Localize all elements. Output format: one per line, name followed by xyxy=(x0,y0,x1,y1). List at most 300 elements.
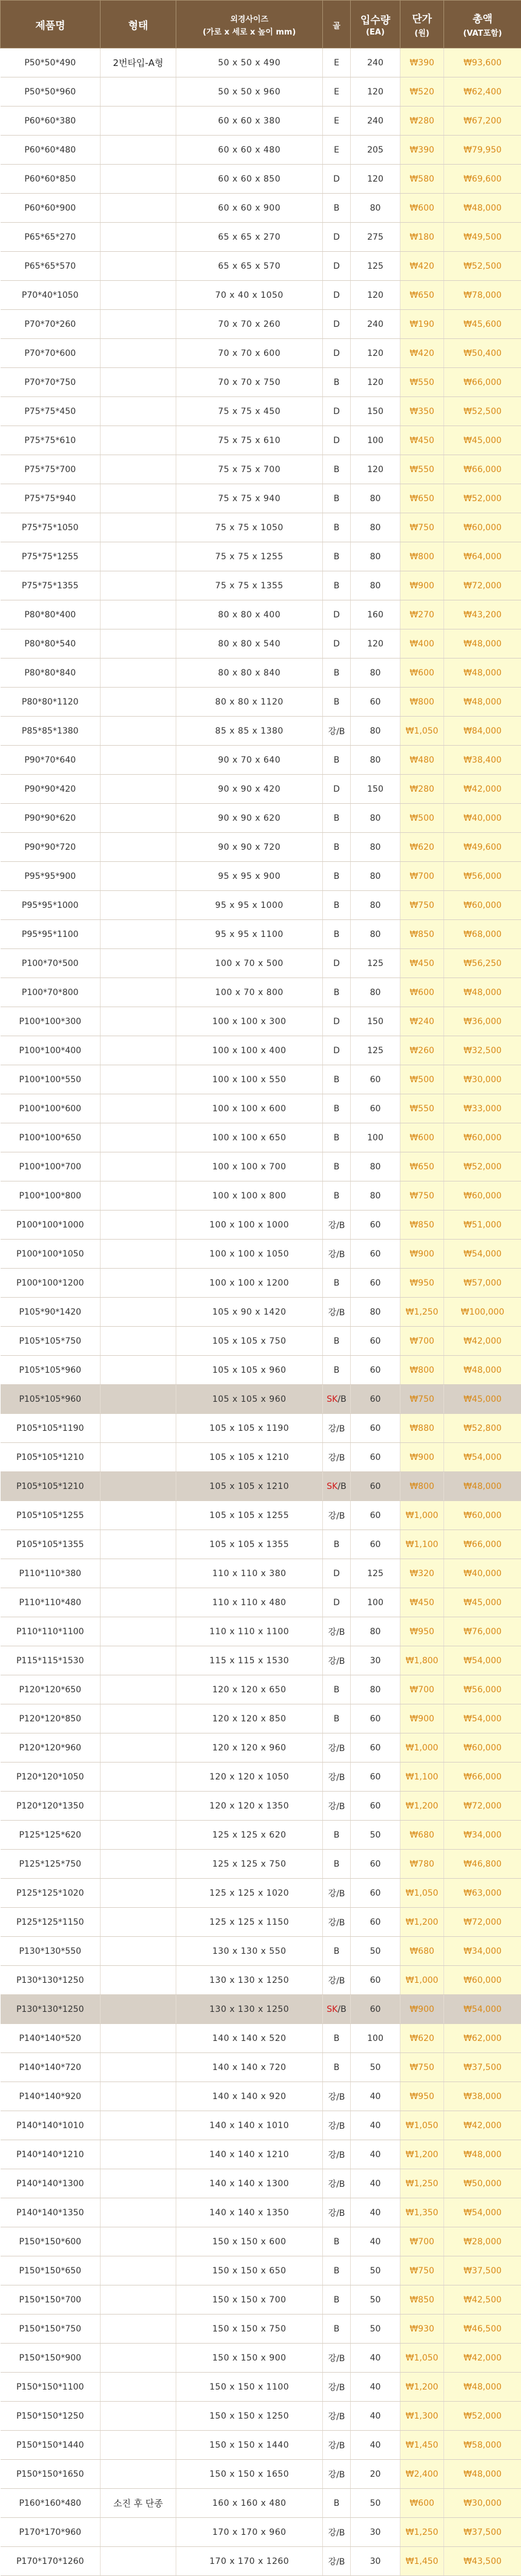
unit-price-cell: ₩780 xyxy=(400,1850,444,1879)
table-row xyxy=(1,2344,521,2373)
quantity-cell: 60 xyxy=(351,1327,400,1356)
total-price-cell: ₩68,000 xyxy=(444,920,521,949)
product-name-cell: P100*100*650 xyxy=(1,1123,101,1152)
flute-cell: D xyxy=(323,426,351,455)
total-price-cell: ₩84,000 xyxy=(444,717,521,746)
quantity-cell: 60 xyxy=(351,1269,400,1298)
table-row xyxy=(1,397,521,426)
total-price-cell: ₩62,000 xyxy=(444,2024,521,2053)
product-name-cell: P150*150*700 xyxy=(1,2285,101,2315)
unit-price-cell: ₩420 xyxy=(400,252,444,281)
table-row xyxy=(1,1559,521,1588)
product-name-cell: P170*170*960 xyxy=(1,2518,101,2547)
unit-price-cell: ₩450 xyxy=(400,426,444,455)
product-name-cell: P100*70*800 xyxy=(1,978,101,1007)
dimensions-cell: 105 x 105 x 960 xyxy=(176,1385,323,1414)
unit-price-cell: ₩1,050 xyxy=(400,2111,444,2140)
table-row xyxy=(1,2111,521,2140)
product-name-cell: P75*75*940 xyxy=(1,484,101,513)
quantity-cell: 30 xyxy=(351,2518,400,2547)
table-row xyxy=(1,775,521,804)
total-price-cell: ₩42,000 xyxy=(444,775,521,804)
dimensions-cell: 90 x 90 x 720 xyxy=(176,833,323,862)
quantity-cell: 40 xyxy=(351,2198,400,2227)
product-name-cell: P70*70*260 xyxy=(1,310,101,339)
type-cell xyxy=(101,1966,176,1995)
product-name-cell: P80*80*400 xyxy=(1,600,101,629)
header-name: 제품명 xyxy=(1,1,101,48)
flute-cell: SK/B xyxy=(323,1472,351,1501)
quantity-cell: 120 xyxy=(351,165,400,194)
quantity-cell: 100 xyxy=(351,426,400,455)
type-cell xyxy=(101,1675,176,1704)
dimensions-cell: 75 x 75 x 1050 xyxy=(176,513,323,542)
type-cell xyxy=(101,165,176,194)
type-cell xyxy=(101,397,176,426)
unit-price-cell: ₩320 xyxy=(400,1559,444,1588)
dimensions-cell: 80 x 80 x 840 xyxy=(176,659,323,688)
unit-price-cell: ₩280 xyxy=(400,107,444,136)
dimensions-cell: 105 x 105 x 1190 xyxy=(176,1414,323,1443)
table-row xyxy=(1,2024,521,2053)
type-cell xyxy=(101,339,176,368)
unit-price-cell: ₩750 xyxy=(400,2256,444,2285)
type-cell xyxy=(101,2431,176,2460)
unit-price-cell: ₩500 xyxy=(400,1065,444,1094)
product-name-cell: P60*60*850 xyxy=(1,165,101,194)
product-name-cell: P80*80*840 xyxy=(1,659,101,688)
total-price-cell: ₩50,000 xyxy=(444,2169,521,2198)
unit-price-cell: ₩850 xyxy=(400,2285,444,2315)
flute-cell: B xyxy=(323,891,351,920)
table-row xyxy=(1,1240,521,1269)
product-name-cell: P110*110*480 xyxy=(1,1588,101,1617)
product-name-cell: P100*100*1200 xyxy=(1,1269,101,1298)
type-cell xyxy=(101,223,176,252)
quantity-cell: 60 xyxy=(351,1850,400,1879)
table-row xyxy=(1,1472,521,1501)
type-cell xyxy=(101,194,176,223)
flute-cell: 강/B xyxy=(323,1879,351,1908)
total-price-cell: ₩54,000 xyxy=(444,2198,521,2227)
quantity-cell: 60 xyxy=(351,1733,400,1763)
table-row xyxy=(1,1065,521,1094)
dimensions-cell: 105 x 105 x 750 xyxy=(176,1327,323,1356)
quantity-cell: 20 xyxy=(351,2460,400,2489)
dimensions-cell: 100 x 100 x 1200 xyxy=(176,1269,323,1298)
unit-price-cell: ₩650 xyxy=(400,484,444,513)
quantity-cell: 60 xyxy=(351,688,400,717)
unit-price-cell: ₩190 xyxy=(400,310,444,339)
quantity-cell: 80 xyxy=(351,1181,400,1211)
total-price-cell: ₩76,000 xyxy=(444,1617,521,1646)
table-row xyxy=(1,455,521,484)
quantity-cell: 50 xyxy=(351,2315,400,2344)
total-price-cell: ₩32,500 xyxy=(444,1036,521,1065)
dimensions-cell: 100 x 100 x 300 xyxy=(176,1007,323,1036)
unit-price-cell: ₩1,350 xyxy=(400,2198,444,2227)
flute-cell: 강/B xyxy=(323,2169,351,2198)
unit-price-cell: ₩650 xyxy=(400,281,444,310)
total-price-cell: ₩34,000 xyxy=(444,1821,521,1850)
total-price-cell: ₩52,500 xyxy=(444,397,521,426)
unit-price-cell: ₩880 xyxy=(400,1414,444,1443)
product-name-cell: P75*75*610 xyxy=(1,426,101,455)
total-price-cell: ₩72,000 xyxy=(444,571,521,600)
product-name-cell: P170*170*1260 xyxy=(1,2547,101,2576)
product-name-cell: P95*95*1000 xyxy=(1,891,101,920)
dimensions-cell: 100 x 70 x 500 xyxy=(176,949,323,978)
table-row xyxy=(1,252,521,281)
unit-price-cell: ₩800 xyxy=(400,1356,444,1385)
product-name-cell: P80*80*540 xyxy=(1,629,101,659)
table-row xyxy=(1,2256,521,2285)
flute-cell: D xyxy=(323,600,351,629)
unit-price-cell: ₩400 xyxy=(400,629,444,659)
product-name-cell: P95*95*1100 xyxy=(1,920,101,949)
product-name-cell: P90*90*720 xyxy=(1,833,101,862)
quantity-cell: 100 xyxy=(351,2024,400,2053)
table-row xyxy=(1,1733,521,1763)
dimensions-cell: 95 x 95 x 900 xyxy=(176,862,323,891)
dimensions-cell: 120 x 120 x 960 xyxy=(176,1733,323,1763)
unit-price-cell: ₩650 xyxy=(400,1152,444,1181)
type-cell xyxy=(101,978,176,1007)
flute-cell: B xyxy=(323,920,351,949)
total-price-cell: ₩64,000 xyxy=(444,542,521,571)
total-price-cell: ₩49,500 xyxy=(444,223,521,252)
quantity-cell: 120 xyxy=(351,455,400,484)
flute-cell: D xyxy=(323,223,351,252)
quantity-cell: 80 xyxy=(351,513,400,542)
total-price-cell: ₩60,000 xyxy=(444,1966,521,1995)
type-cell xyxy=(101,2460,176,2489)
total-price-cell: ₩78,000 xyxy=(444,281,521,310)
dimensions-cell: 70 x 70 x 750 xyxy=(176,368,323,397)
unit-price-cell: ₩950 xyxy=(400,1617,444,1646)
total-price-cell: ₩37,500 xyxy=(444,2053,521,2082)
dimensions-cell: 70 x 40 x 1050 xyxy=(176,281,323,310)
product-name-cell: P65*65*570 xyxy=(1,252,101,281)
unit-price-cell: ₩900 xyxy=(400,1443,444,1472)
quantity-cell: 125 xyxy=(351,1036,400,1065)
type-cell xyxy=(101,1327,176,1356)
total-price-cell: ₩60,000 xyxy=(444,1501,521,1530)
type-cell xyxy=(101,2198,176,2227)
unit-price-cell: ₩240 xyxy=(400,1007,444,1036)
quantity-cell: 275 xyxy=(351,223,400,252)
type-cell xyxy=(101,484,176,513)
type-cell xyxy=(101,949,176,978)
quantity-cell: 80 xyxy=(351,833,400,862)
unit-price-cell: ₩1,200 xyxy=(400,2373,444,2402)
type-cell xyxy=(101,1269,176,1298)
flute-cell: 강/B xyxy=(323,1211,351,1240)
type-cell xyxy=(101,571,176,600)
product-name-cell: P125*125*620 xyxy=(1,1821,101,1850)
table-row xyxy=(1,513,521,542)
quantity-cell: 80 xyxy=(351,571,400,600)
unit-price-cell: ₩550 xyxy=(400,368,444,397)
unit-price-cell: ₩750 xyxy=(400,2053,444,2082)
product-name-cell: P60*60*380 xyxy=(1,107,101,136)
dimensions-cell: 140 x 140 x 720 xyxy=(176,2053,323,2082)
unit-price-cell: ₩390 xyxy=(400,136,444,165)
flute-cell: 강/B xyxy=(323,1298,351,1327)
unit-price-cell: ₩700 xyxy=(400,1675,444,1704)
table-row xyxy=(1,833,521,862)
product-name-cell: P105*105*1210 xyxy=(1,1443,101,1472)
unit-price-cell: ₩800 xyxy=(400,1472,444,1501)
total-price-cell: ₩28,000 xyxy=(444,2227,521,2256)
table-row xyxy=(1,891,521,920)
dimensions-cell: 160 x 160 x 480 xyxy=(176,2489,323,2518)
product-name-cell: P75*75*1050 xyxy=(1,513,101,542)
product-name-cell: P100*100*550 xyxy=(1,1065,101,1094)
type-cell xyxy=(101,804,176,833)
table-row xyxy=(1,2140,521,2169)
type-cell xyxy=(101,1385,176,1414)
dimensions-cell: 120 x 120 x 850 xyxy=(176,1704,323,1733)
table-row xyxy=(1,1501,521,1530)
table-row xyxy=(1,1298,521,1327)
dimensions-cell: 60 x 60 x 380 xyxy=(176,107,323,136)
table-row xyxy=(1,2169,521,2198)
dimensions-cell: 100 x 100 x 1050 xyxy=(176,1240,323,1269)
dimensions-cell: 120 x 120 x 650 xyxy=(176,1675,323,1704)
product-name-cell: P150*150*1250 xyxy=(1,2402,101,2431)
product-name-cell: P100*100*1050 xyxy=(1,1240,101,1269)
flute-cell: D xyxy=(323,397,351,426)
total-price-cell: ₩48,000 xyxy=(444,629,521,659)
table-row xyxy=(1,2431,521,2460)
product-name-cell: P150*150*650 xyxy=(1,2256,101,2285)
total-price-cell: ₩69,600 xyxy=(444,165,521,194)
dimensions-cell: 50 x 50 x 490 xyxy=(176,48,323,77)
quantity-cell: 40 xyxy=(351,2169,400,2198)
total-price-cell: ₩48,000 xyxy=(444,688,521,717)
header-dimensions: 외경사이즈 (가로 x 세로 x 높이 mm) xyxy=(176,1,323,48)
flute-cell: B xyxy=(323,1123,351,1152)
total-price-cell: ₩60,000 xyxy=(444,891,521,920)
table-row xyxy=(1,1646,521,1675)
unit-price-cell: ₩1,450 xyxy=(400,2547,444,2576)
type-cell: 소진 후 단종 xyxy=(101,2489,176,2518)
table-row xyxy=(1,746,521,775)
dimensions-cell: 80 x 80 x 540 xyxy=(176,629,323,659)
total-price-cell: ₩30,000 xyxy=(444,1065,521,1094)
unit-price-cell: ₩700 xyxy=(400,862,444,891)
flute-cell: B xyxy=(323,1152,351,1181)
flute-cell: B xyxy=(323,1181,351,1211)
product-name-cell: P140*140*920 xyxy=(1,2082,101,2111)
product-name-cell: P140*140*1210 xyxy=(1,2140,101,2169)
product-name-cell: P85*85*1380 xyxy=(1,717,101,746)
type-cell xyxy=(101,862,176,891)
type-cell xyxy=(101,1763,176,1792)
table-row xyxy=(1,2082,521,2111)
unit-price-cell: ₩1,000 xyxy=(400,1501,444,1530)
quantity-cell: 60 xyxy=(351,1792,400,1821)
total-price-cell: ₩60,000 xyxy=(444,1733,521,1763)
type-cell xyxy=(101,281,176,310)
quantity-cell: 60 xyxy=(351,1908,400,1937)
total-price-cell: ₩52,800 xyxy=(444,1414,521,1443)
total-price-cell: ₩52,000 xyxy=(444,1152,521,1181)
unit-price-cell: ₩1,000 xyxy=(400,1733,444,1763)
flute-cell: B xyxy=(323,2256,351,2285)
quantity-cell: 40 xyxy=(351,2402,400,2431)
dimensions-cell: 150 x 150 x 900 xyxy=(176,2344,323,2373)
type-cell xyxy=(101,920,176,949)
flute-cell: 강/B xyxy=(323,1414,351,1443)
quantity-cell: 60 xyxy=(351,1414,400,1443)
quantity-cell: 50 xyxy=(351,2489,400,2518)
product-name-cell: P75*75*700 xyxy=(1,455,101,484)
total-price-cell: ₩45,000 xyxy=(444,1385,521,1414)
quantity-cell: 80 xyxy=(351,1152,400,1181)
flute-cell: 강/B xyxy=(323,2344,351,2373)
dimensions-cell: 100 x 100 x 600 xyxy=(176,1094,323,1123)
quantity-cell: 60 xyxy=(351,1356,400,1385)
flute-cell: B xyxy=(323,194,351,223)
total-price-cell: ₩45,000 xyxy=(444,426,521,455)
flute-cell: B xyxy=(323,1269,351,1298)
unit-price-cell: ₩1,450 xyxy=(400,2431,444,2460)
table-row xyxy=(1,223,521,252)
product-name-cell: P75*75*1355 xyxy=(1,571,101,600)
quantity-cell: 80 xyxy=(351,659,400,688)
type-cell xyxy=(101,2344,176,2373)
unit-price-cell: ₩1,250 xyxy=(400,2518,444,2547)
unit-price-cell: ₩500 xyxy=(400,804,444,833)
flute-cell: B xyxy=(323,833,351,862)
type-cell xyxy=(101,1879,176,1908)
unit-price-cell: ₩450 xyxy=(400,1588,444,1617)
type-cell xyxy=(101,310,176,339)
flute-cell: B xyxy=(323,484,351,513)
table-row xyxy=(1,1356,521,1385)
type-cell xyxy=(101,1821,176,1850)
quantity-cell: 125 xyxy=(351,1559,400,1588)
type-cell xyxy=(101,2024,176,2053)
type-cell xyxy=(101,891,176,920)
quantity-cell: 80 xyxy=(351,804,400,833)
product-name-cell: P105*90*1420 xyxy=(1,1298,101,1327)
product-name-cell: P140*140*1300 xyxy=(1,2169,101,2198)
type-cell xyxy=(101,1850,176,1879)
header-flute: 골 xyxy=(323,1,351,48)
quantity-cell: 100 xyxy=(351,1588,400,1617)
flute-cell: 강/B xyxy=(323,2111,351,2140)
table-row xyxy=(1,1327,521,1356)
unit-price-cell: ₩950 xyxy=(400,2082,444,2111)
quantity-cell: 120 xyxy=(351,368,400,397)
quantity-cell: 150 xyxy=(351,1007,400,1036)
type-cell xyxy=(101,1530,176,1559)
dimensions-cell: 110 x 110 x 1100 xyxy=(176,1617,323,1646)
product-name-cell: P50*50*960 xyxy=(1,77,101,107)
total-price-cell: ₩54,000 xyxy=(444,1443,521,1472)
total-price-cell: ₩45,000 xyxy=(444,1588,521,1617)
flute-cell: B xyxy=(323,1530,351,1559)
total-price-cell: ₩63,000 xyxy=(444,1879,521,1908)
dimensions-cell: 75 x 75 x 1355 xyxy=(176,571,323,600)
flute-cell: D xyxy=(323,629,351,659)
unit-price-cell: ₩550 xyxy=(400,1094,444,1123)
type-cell xyxy=(101,1240,176,1269)
dimensions-cell: 105 x 90 x 1420 xyxy=(176,1298,323,1327)
type-cell xyxy=(101,1646,176,1675)
total-price-cell: ₩54,000 xyxy=(444,1995,521,2024)
total-price-cell: ₩34,000 xyxy=(444,1937,521,1966)
flute-cell: 강/B xyxy=(323,2082,351,2111)
dimensions-cell: 70 x 70 x 260 xyxy=(176,310,323,339)
flute-cell: 강/B xyxy=(323,1733,351,1763)
dimensions-cell: 80 x 80 x 400 xyxy=(176,600,323,629)
table-row xyxy=(1,310,521,339)
flute-cell: 강/B xyxy=(323,2140,351,2169)
table-row xyxy=(1,484,521,513)
type-cell xyxy=(101,1617,176,1646)
flute-cell: 강/B xyxy=(323,1908,351,1937)
type-cell xyxy=(101,2518,176,2547)
dimensions-cell: 70 x 70 x 600 xyxy=(176,339,323,368)
product-name-cell: P120*120*1050 xyxy=(1,1763,101,1792)
total-price-cell: ₩66,000 xyxy=(444,1763,521,1792)
table-row xyxy=(1,165,521,194)
table-row xyxy=(1,949,521,978)
quantity-cell: 120 xyxy=(351,77,400,107)
flute-cell: SK/B xyxy=(323,1385,351,1414)
unit-price-cell: ₩930 xyxy=(400,2315,444,2344)
flute-cell: 강/B xyxy=(323,2547,351,2576)
table-row xyxy=(1,1792,521,1821)
total-price-cell: ₩100,000 xyxy=(444,1298,521,1327)
product-name-cell: P130*130*1250 xyxy=(1,1966,101,1995)
product-name-cell: P50*50*490 xyxy=(1,48,101,77)
product-name-cell: P150*150*1440 xyxy=(1,2431,101,2460)
quantity-cell: 80 xyxy=(351,194,400,223)
table-row xyxy=(1,1617,521,1646)
total-price-cell: ₩46,800 xyxy=(444,1850,521,1879)
flute-cell: E xyxy=(323,77,351,107)
quantity-cell: 60 xyxy=(351,1704,400,1733)
table-row xyxy=(1,1937,521,1966)
product-name-cell: P105*105*750 xyxy=(1,1327,101,1356)
table-row xyxy=(1,542,521,571)
total-price-cell: ₩38,400 xyxy=(444,746,521,775)
product-name-cell: P120*120*960 xyxy=(1,1733,101,1763)
table-row xyxy=(1,1152,521,1181)
quantity-cell: 60 xyxy=(351,1065,400,1094)
product-name-cell: P115*115*1530 xyxy=(1,1646,101,1675)
type-cell xyxy=(101,426,176,455)
total-price-cell: ₩43,500 xyxy=(444,2547,521,2576)
quantity-cell: 50 xyxy=(351,2285,400,2315)
product-name-cell: P120*120*850 xyxy=(1,1704,101,1733)
type-cell xyxy=(101,2373,176,2402)
type-cell xyxy=(101,1704,176,1733)
dimensions-cell: 75 x 75 x 450 xyxy=(176,397,323,426)
type-cell xyxy=(101,1152,176,1181)
product-name-cell: P150*150*600 xyxy=(1,2227,101,2256)
type-cell xyxy=(101,77,176,107)
total-price-cell: ₩72,000 xyxy=(444,1792,521,1821)
product-name-cell: P150*150*1650 xyxy=(1,2460,101,2489)
quantity-cell: 30 xyxy=(351,1646,400,1675)
total-price-cell: ₩48,000 xyxy=(444,2373,521,2402)
